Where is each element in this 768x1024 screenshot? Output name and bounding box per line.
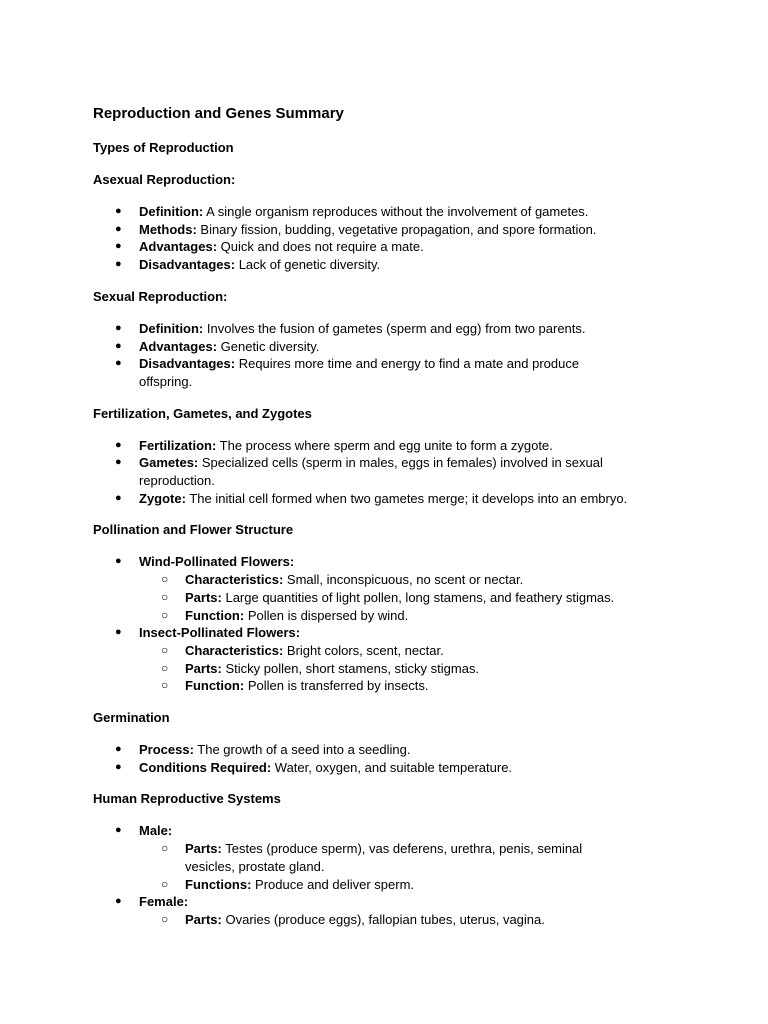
list-item: ● Definition: Involves the fusion of gametes (sperm and egg) from two parents. — [115, 320, 586, 336]
section-heading-asexual: Asexual Reproduction: — [93, 172, 236, 187]
pollination-list — [93, 553, 713, 695]
section-heading-sexual: Sexual Reproduction: — [93, 288, 228, 304]
list-item: ● Male: ○ Parts: Testes (produce sperm), vas deferens, urethra, penis, seminal vesicles, prostate gland. ○ Functions: Produce and deliver sperm. — [93, 822, 713, 893]
sublist-item: ○ Function: Pollen is transferred by insects. — [161, 678, 429, 694]
male-sublist — [139, 840, 713, 893]
page-title: Reproduction and Genes Summary — [93, 105, 344, 122]
sublist-item: ○ Functions: Produce and deliver sperm. — [161, 876, 415, 892]
section-heading-pollination: Pollination and Flower Structure — [93, 522, 294, 538]
section-heading-fertilization: Fertilization, Gametes, and Zygotes — [93, 405, 312, 421]
list-item: ● Zygote: The initial cell formed when two gametes merge; it develops into an embryo. — [115, 490, 628, 506]
sublist-item: ○ Parts: Ovaries (produce eggs), fallopian tubes, uterus, vagina. — [161, 911, 545, 927]
list-item: ● Wind-Pollinated Flowers: ○ Characteristics: Small, inconspicuous, no scent or nectar. ○ Parts: Large quantities of light pollen, long stamens, and feathery stigmas. ○ Function: Pollen is dispersed by wind. — [93, 553, 713, 624]
section-heading-germination: Germination — [93, 710, 170, 726]
section-heading-human: Human Reproductive Systems — [93, 791, 281, 807]
fertilization-list — [93, 437, 713, 508]
list-item: ● Conditions Required: Water, oxygen, and suitable temperature. — [115, 759, 513, 775]
sublist-item: ○ Characteristics: Small, inconspicuous, no scent or nectar. — [161, 572, 524, 588]
list-item: ● Disadvantages: Lack of genetic diversity. — [115, 257, 381, 273]
list-item: ● Gametes: Specialized cells (sperm in males, eggs in females) involved in sexual reproduction. — [115, 455, 603, 489]
list-item: ● Process: The growth of a seed into a seedling. — [115, 742, 411, 758]
list-item: ● Advantages: Genetic diversity. — [115, 338, 320, 354]
asexual-list — [93, 203, 713, 274]
human-list — [93, 822, 713, 928]
sublist-item: ○ Parts: Large quantities of light pollen, long stamens, and feathery stigmas. — [161, 589, 615, 605]
wind-sublist — [139, 571, 713, 624]
sublist-item: ○ Parts: Sticky pollen, short stamens, sticky stigmas. — [161, 660, 480, 676]
list-item: ● Insect-Pollinated Flowers: ○ Characteristics: Bright colors, scent, nectar. ○ Parts: Sticky pollen, short stamens, sticky stigmas. ○ Function: Pollen is transferred by insects. — [93, 624, 713, 695]
list-item: ● Methods: Binary fission, budding, vegetative propagation, and spore formation. — [115, 221, 597, 237]
sublist-item: ○ Characteristics: Bright colors, scent, nectar. — [161, 642, 444, 658]
list-item: ● Advantages: Quick and does not require a mate. — [115, 239, 424, 255]
germination-list — [93, 741, 713, 776]
sublist-item: ○ Function: Pollen is dispersed by wind. — [161, 607, 409, 623]
insect-sublist — [139, 642, 713, 695]
sublist-item: ○ Parts: Testes (produce sperm), vas deferens, urethra, penis, seminal vesicles, prostate gland. — [161, 841, 583, 874]
list-item: ● Fertilization: The process where sperm and egg unite to form a zygote. — [115, 437, 553, 453]
document-page — [93, 103, 713, 929]
list-item: ● Definition: A single organism reproduces without the involvement of gametes. — [115, 204, 589, 219]
sexual-list — [93, 320, 713, 391]
female-sublist — [139, 911, 713, 929]
section-heading-types: Types of Reproduction — [93, 140, 234, 155]
list-item: ● Disadvantages: Requires more time and energy to find a mate and produce offspring. — [115, 356, 580, 389]
list-item: ● Female: ○ Parts: Ovaries (produce eggs), fallopian tubes, uterus, vagina. — [93, 893, 713, 928]
